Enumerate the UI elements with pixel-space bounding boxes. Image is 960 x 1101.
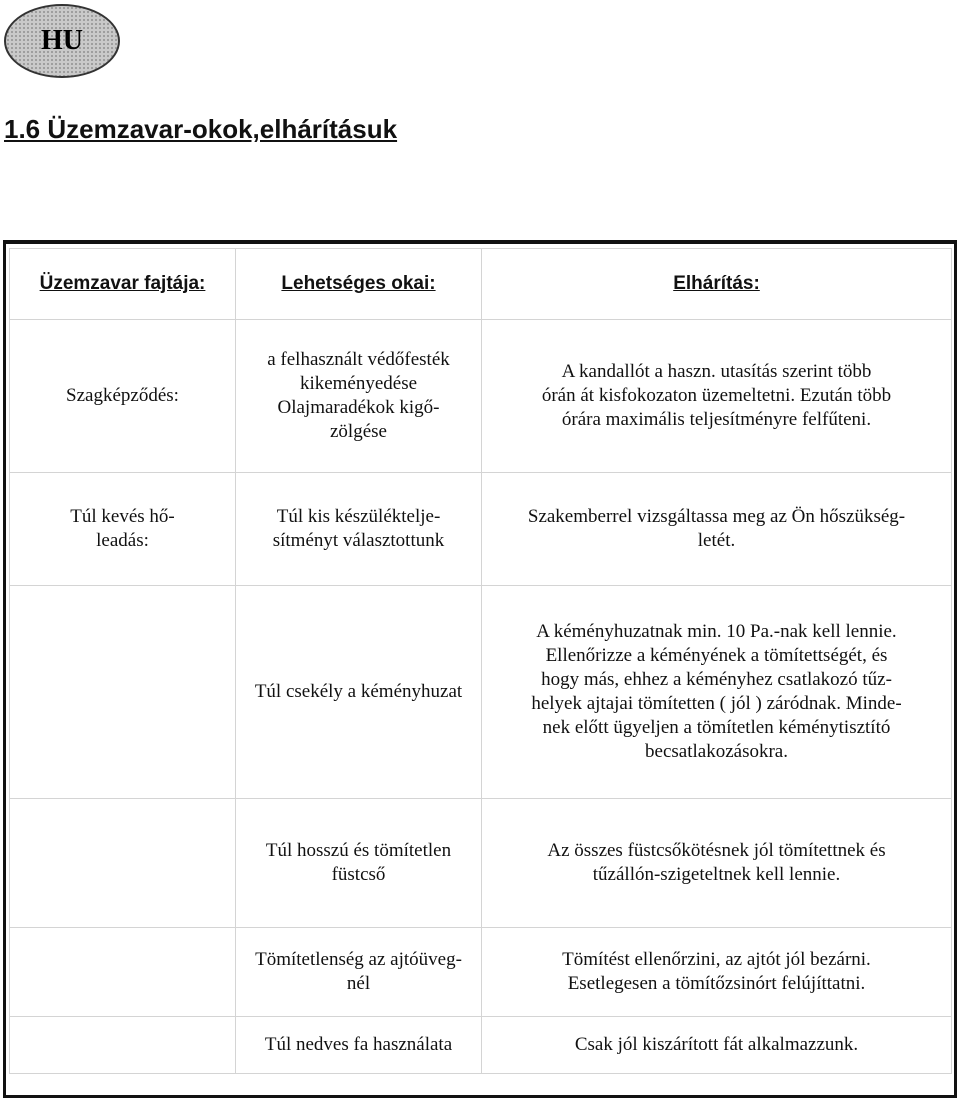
cause-text: zölgése <box>330 421 387 442</box>
remedy-text: Szakemberrel vizsgáltassa meg az Ön hőszükség- <box>527 506 906 527</box>
fault-cell <box>10 928 236 1017</box>
fault-cell <box>10 586 236 799</box>
cause-cell <box>236 586 482 799</box>
table-row <box>10 1017 952 1074</box>
cause-text: sítményt választottunk <box>272 530 445 551</box>
remedy-text: órára maximális teljesítményre felfűteni. <box>561 409 872 430</box>
remedy-text: becsatlakozásokra. <box>645 741 788 762</box>
cause-text: kikeményedése <box>299 373 418 394</box>
cause-cell <box>236 320 482 473</box>
remedy-text: Esetlegesen a tömítőzsinórt felújíttatni. <box>567 973 866 994</box>
header-possible-causes: Lehetséges okai: <box>236 249 482 320</box>
header-fault-type: Üzemzavar fajtája: <box>10 249 236 320</box>
cause-text: Túl nedves fa használata <box>264 1034 453 1055</box>
remedy-text: hogy más, ehhez a kéményhez csatlakozó tűz- <box>541 669 892 690</box>
cause-text: Olajmaradékok kigő- <box>277 397 440 418</box>
cause-text: Tömítetlenség az ajtóüveg- <box>255 949 462 970</box>
remedy-text: órán át kisfokozaton üzemeltetni. Ezután több <box>541 385 892 406</box>
cause-text: Túl kis készüléktelje- <box>276 506 441 527</box>
remedy-text: A kandallót a haszn. utasítás szerint több <box>561 361 872 382</box>
header-remedy: Elhárítás: <box>482 249 952 320</box>
section-title: 1.6 Üzemzavar-okok,elhárításuk <box>4 114 398 144</box>
fault-cell <box>10 1017 236 1074</box>
remedy-cell <box>482 1017 952 1074</box>
cause-text: Túl hosszú és tömítetlen <box>265 840 452 861</box>
table-row <box>10 473 952 586</box>
troubleshooting-table <box>9 248 952 1074</box>
table-row <box>10 320 952 473</box>
language-badge-label: HU <box>41 25 83 56</box>
remedy-cell <box>482 473 952 586</box>
cause-text: nél <box>346 973 371 994</box>
fault-cell <box>10 473 236 586</box>
table-row <box>10 799 952 928</box>
cause-text: a felhasznált védőfesték <box>267 349 450 370</box>
cause-text: Túl csekély a kéményhuzat <box>254 681 463 702</box>
remedy-text: tűzállón-szigeteltnek kell lennie. <box>592 864 841 885</box>
fault-cell <box>10 320 236 473</box>
remedy-cell <box>482 320 952 473</box>
cause-cell <box>236 928 482 1017</box>
remedy-cell <box>482 928 952 1017</box>
remedy-text: Ellenőrizze a kéményének a tömítettségét, és <box>545 645 888 666</box>
remedy-text: helyek ajtajai tömítetten ( jól ) záródnak. Minde- <box>531 693 902 714</box>
fault-text: Túl kevés hő- <box>70 506 175 527</box>
remedy-text: Csak jól kiszárított fát alkalmazzunk. <box>574 1034 859 1055</box>
fault-text: leadás: <box>96 530 149 551</box>
remedy-text: A kéményhuzatnak min. 10 Pa.-nak kell lennie. <box>536 621 897 642</box>
table-row <box>10 928 952 1017</box>
remedy-text: Az összes füstcsőkötésnek jól tömítettnek és <box>547 840 886 861</box>
cause-cell <box>236 473 482 586</box>
language-badge <box>4 4 120 78</box>
cause-cell <box>236 1017 482 1074</box>
remedy-text: letét. <box>697 530 736 551</box>
fault-text: Szagképződés: <box>66 385 179 406</box>
table-header-row <box>10 249 952 320</box>
remedy-text: nek előtt ügyeljen a tömítetlen kéménytisztító <box>542 717 891 738</box>
remedy-text: Tömítést ellenőrzini, az ajtót jól bezárni. <box>562 949 871 970</box>
fault-cell <box>10 799 236 928</box>
cause-text: füstcső <box>331 864 386 885</box>
cause-cell <box>236 799 482 928</box>
remedy-cell <box>482 586 952 799</box>
table-row <box>10 586 952 799</box>
remedy-cell <box>482 799 952 928</box>
